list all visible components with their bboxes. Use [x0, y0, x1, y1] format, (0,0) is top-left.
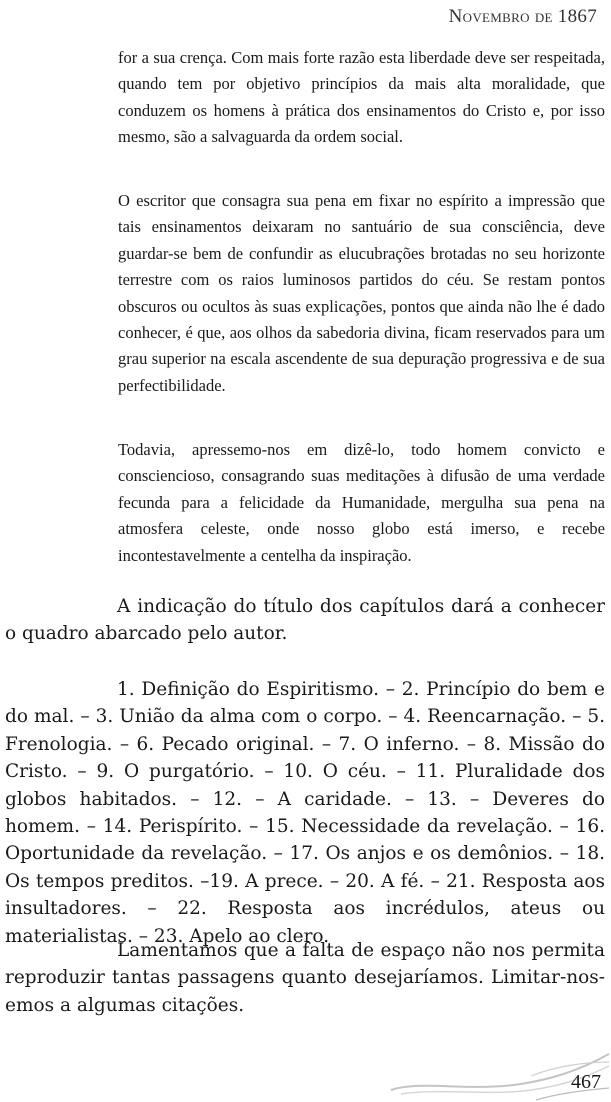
quote-paragraph-2: O escritor que consagra sua pena em fixar no espírito a impressão que tais ensinamentos deixaram no santuário de sua consciência, deve guardar-se bem de confundir as elucubrações brotadas no seu horizonte terrestre com os raios luminosos partidos do céu. Se restam pontos obscuros ou ocultos às suas explicações, pontos que ainda não lhe é dado conhecer, é que, aos olhos da sabedoria divina, ficam reservados para um grau superior na escala ascendente de sua depuração progressiva e de sua perfectibilidade. — [118, 191, 605, 395]
body-paragraph-3-text: Lamentamos que a falta de espaço não nos permita reproduzir tantas passagens quanto desejaríamos. Limitar-nos-emos a algumas citações. — [5, 940, 605, 1016]
quote-paragraph-1: for a sua crença. Com mais forte razão esta liberdade deve ser respeitada, quando tem por objetivo princípios da mais alta moralidade, que conduzem os homens à prática dos ensinamentos do Cristo e, por isso mesmo, são a salvaguarda da ordem social. — [118, 48, 605, 147]
body-paragraph-1 — [5, 593, 605, 648]
page-number: 467 — [571, 1071, 601, 1093]
chapter-list-text: 1. Definição do Espiritismo. – 2. Princípio do bem e do mal. – 3. União da alma com o corpo. – 4. Reencarnação. – 5. Frenologia. – 6. Pecado original. – 7. O inferno. – 8. Missão do Cristo. – 9. O purgatório. – 10. O céu. – 11. Pluralidade dos globos habitados. – 12. – A caridade. – 13. – Deveres do homem. – 14. Perispírito. – 15. Necessidade da revelação. – 16. Oportunidade da revelação. – 17. Os anjos e os demônios. – 18. Os tempos preditos. –19. A prece. – 20. A fé. – 21. Resposta aos insultadores. – 22. Resposta aos incrédulos, ateus ou materialistas. – 23. Apelo ao clero. — [5, 679, 605, 947]
quote-paragraph-3: Todavia, apressemo-nos em dizê-lo, todo homem convicto e consciencioso, consagrando suas meditações à difusão de uma verdade fecunda para a felicidade da Humanidade, mergulha sua pena na atmosfera celeste, onde nosso globo está imerso, e recebe incontestavelmente a centelha da inspiração. — [118, 440, 605, 565]
body-paragraph-3 — [5, 937, 605, 1019]
running-header: Novembro de 1867 — [448, 6, 597, 27]
body-paragraph-1-text: A indicação do título dos capítulos dará a conhecer o quadro abarcado pelo autor. — [5, 596, 605, 645]
chapter-list-paragraph — [5, 676, 605, 950]
